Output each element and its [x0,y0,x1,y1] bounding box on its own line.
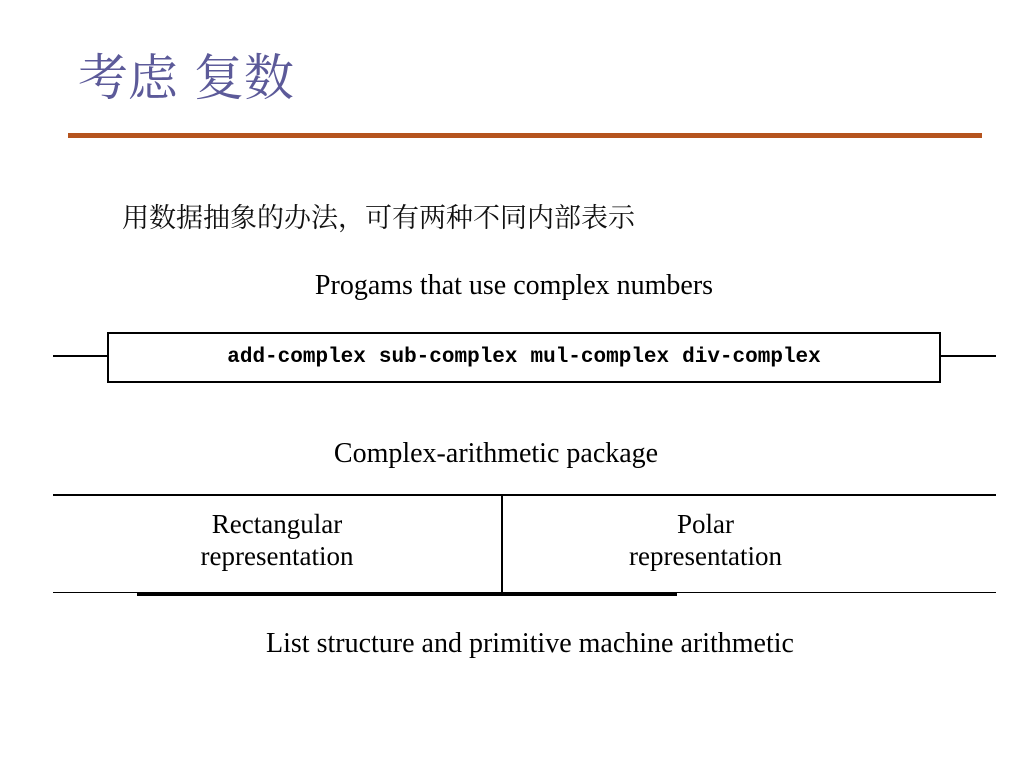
operations-box [107,332,941,383]
programs-layer-label: Progams that use complex numbers [314,270,714,301]
operation-sub-complex: sub-complex [378,346,518,369]
operation-add-complex: add-complex [227,346,366,369]
operation-mul-complex: mul-complex [530,346,670,369]
title-underline [68,133,982,138]
machine-layer-label: List structure and primitive machine arithmetic [266,628,794,659]
rectangular-line2: representation [200,541,354,571]
polar-representation [503,508,908,572]
slide-title: 考虑 复数 [78,49,294,107]
polar-line2: representation [629,541,782,571]
ops-left-line [53,355,107,357]
rectangular-line1: Rectangular [211,509,343,539]
rectangular-representation [53,508,501,572]
package-label: Complex-arithmetic package [333,438,659,469]
polar-line1: Polar [677,509,734,539]
slide-subtitle: 用数据抽象的办法，可有两种不同内部表示 [122,203,635,234]
ops-right-line [941,355,996,357]
operation-div-complex: div-complex [682,346,821,369]
operations-list [109,334,939,381]
representation-bottom-shadow [137,593,677,596]
representation-top-line [53,494,996,496]
